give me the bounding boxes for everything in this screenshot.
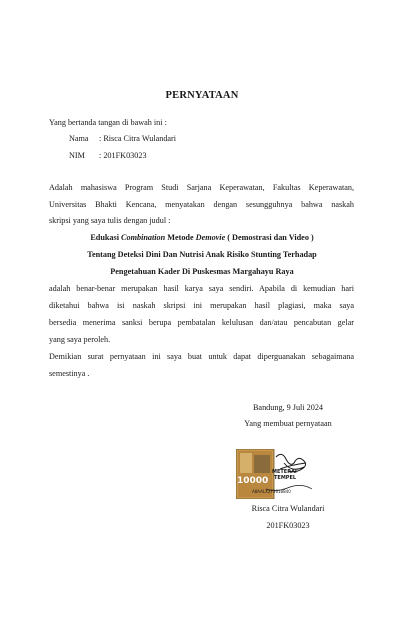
- nim-label: NIM: [69, 151, 85, 160]
- thesis-title-line2: Tentang Deteksi Dini Dan Nutrisi Anak Risiko Stunting Terhadap: [87, 250, 317, 259]
- name-value: : Risca Citra Wulandari: [99, 134, 177, 143]
- stamp-label-meterai: METERAI: [272, 469, 297, 475]
- stamp-label-tempel: TEMPEL: [274, 475, 297, 481]
- signature-place-date: Bandung, 9 Juli 2024: [252, 403, 324, 412]
- paragraph2-line4: yang saya peroleh.: [49, 335, 111, 344]
- paragraph3-line1: Demikian surat pernyataan ini saya buat untuk dapat diperguanakan sebagaimana: [49, 352, 354, 361]
- paragraph1-line1: Adalah mahasiswa Program Studi Sarjana Keperawatan, Fakultas Keperawatan,: [49, 183, 354, 192]
- paragraph2-line3: bersedia menerima sanksi berupa pembatalan kelulusan dan/atau pencabutan gelar: [49, 318, 354, 327]
- thesis-title-line3: Pengetahuan Kader Di Puskesmas Margahayu Raya: [110, 267, 294, 276]
- paragraph1-line2: Universitas Bhakti Kencana, menyatakan dengan sesungguhnya bahwa naskah: [49, 200, 354, 209]
- paragraph1-line3: skripsi yang saya tulis dengan judul :: [49, 216, 171, 225]
- stamp-amount: 10000: [237, 476, 269, 486]
- paragraph3-line2: semestinya .: [49, 369, 90, 378]
- paragraph2-line2: diketahui bahwa isi naskah skripsi ini merupakan hasil plagiasi, maka saya: [49, 301, 354, 310]
- meterai-stamp: [236, 449, 318, 499]
- document-title: PERNYATAAN: [165, 90, 239, 101]
- nim-value: : 201FK03023: [99, 151, 147, 160]
- thesis-title-line1: Edukasi Combination Metode Demovie ( Demostrasi dan Video ): [90, 233, 314, 242]
- signature-nim: 201FK03023: [266, 521, 310, 530]
- paragraph2-line1: adalah benar-benar merupakan hasil karya saya sendiri. Apabila di kemudian hari: [49, 284, 354, 293]
- stamp-serial: A8AALX273618840: [252, 489, 291, 494]
- name-label: Nama: [69, 134, 89, 143]
- intro-line: Yang bertanda tangan di bawah ini :: [49, 118, 167, 127]
- signature-maker: Yang membuat pernyataan: [244, 419, 332, 428]
- signature-name: Risca Citra Wulandari: [251, 504, 325, 513]
